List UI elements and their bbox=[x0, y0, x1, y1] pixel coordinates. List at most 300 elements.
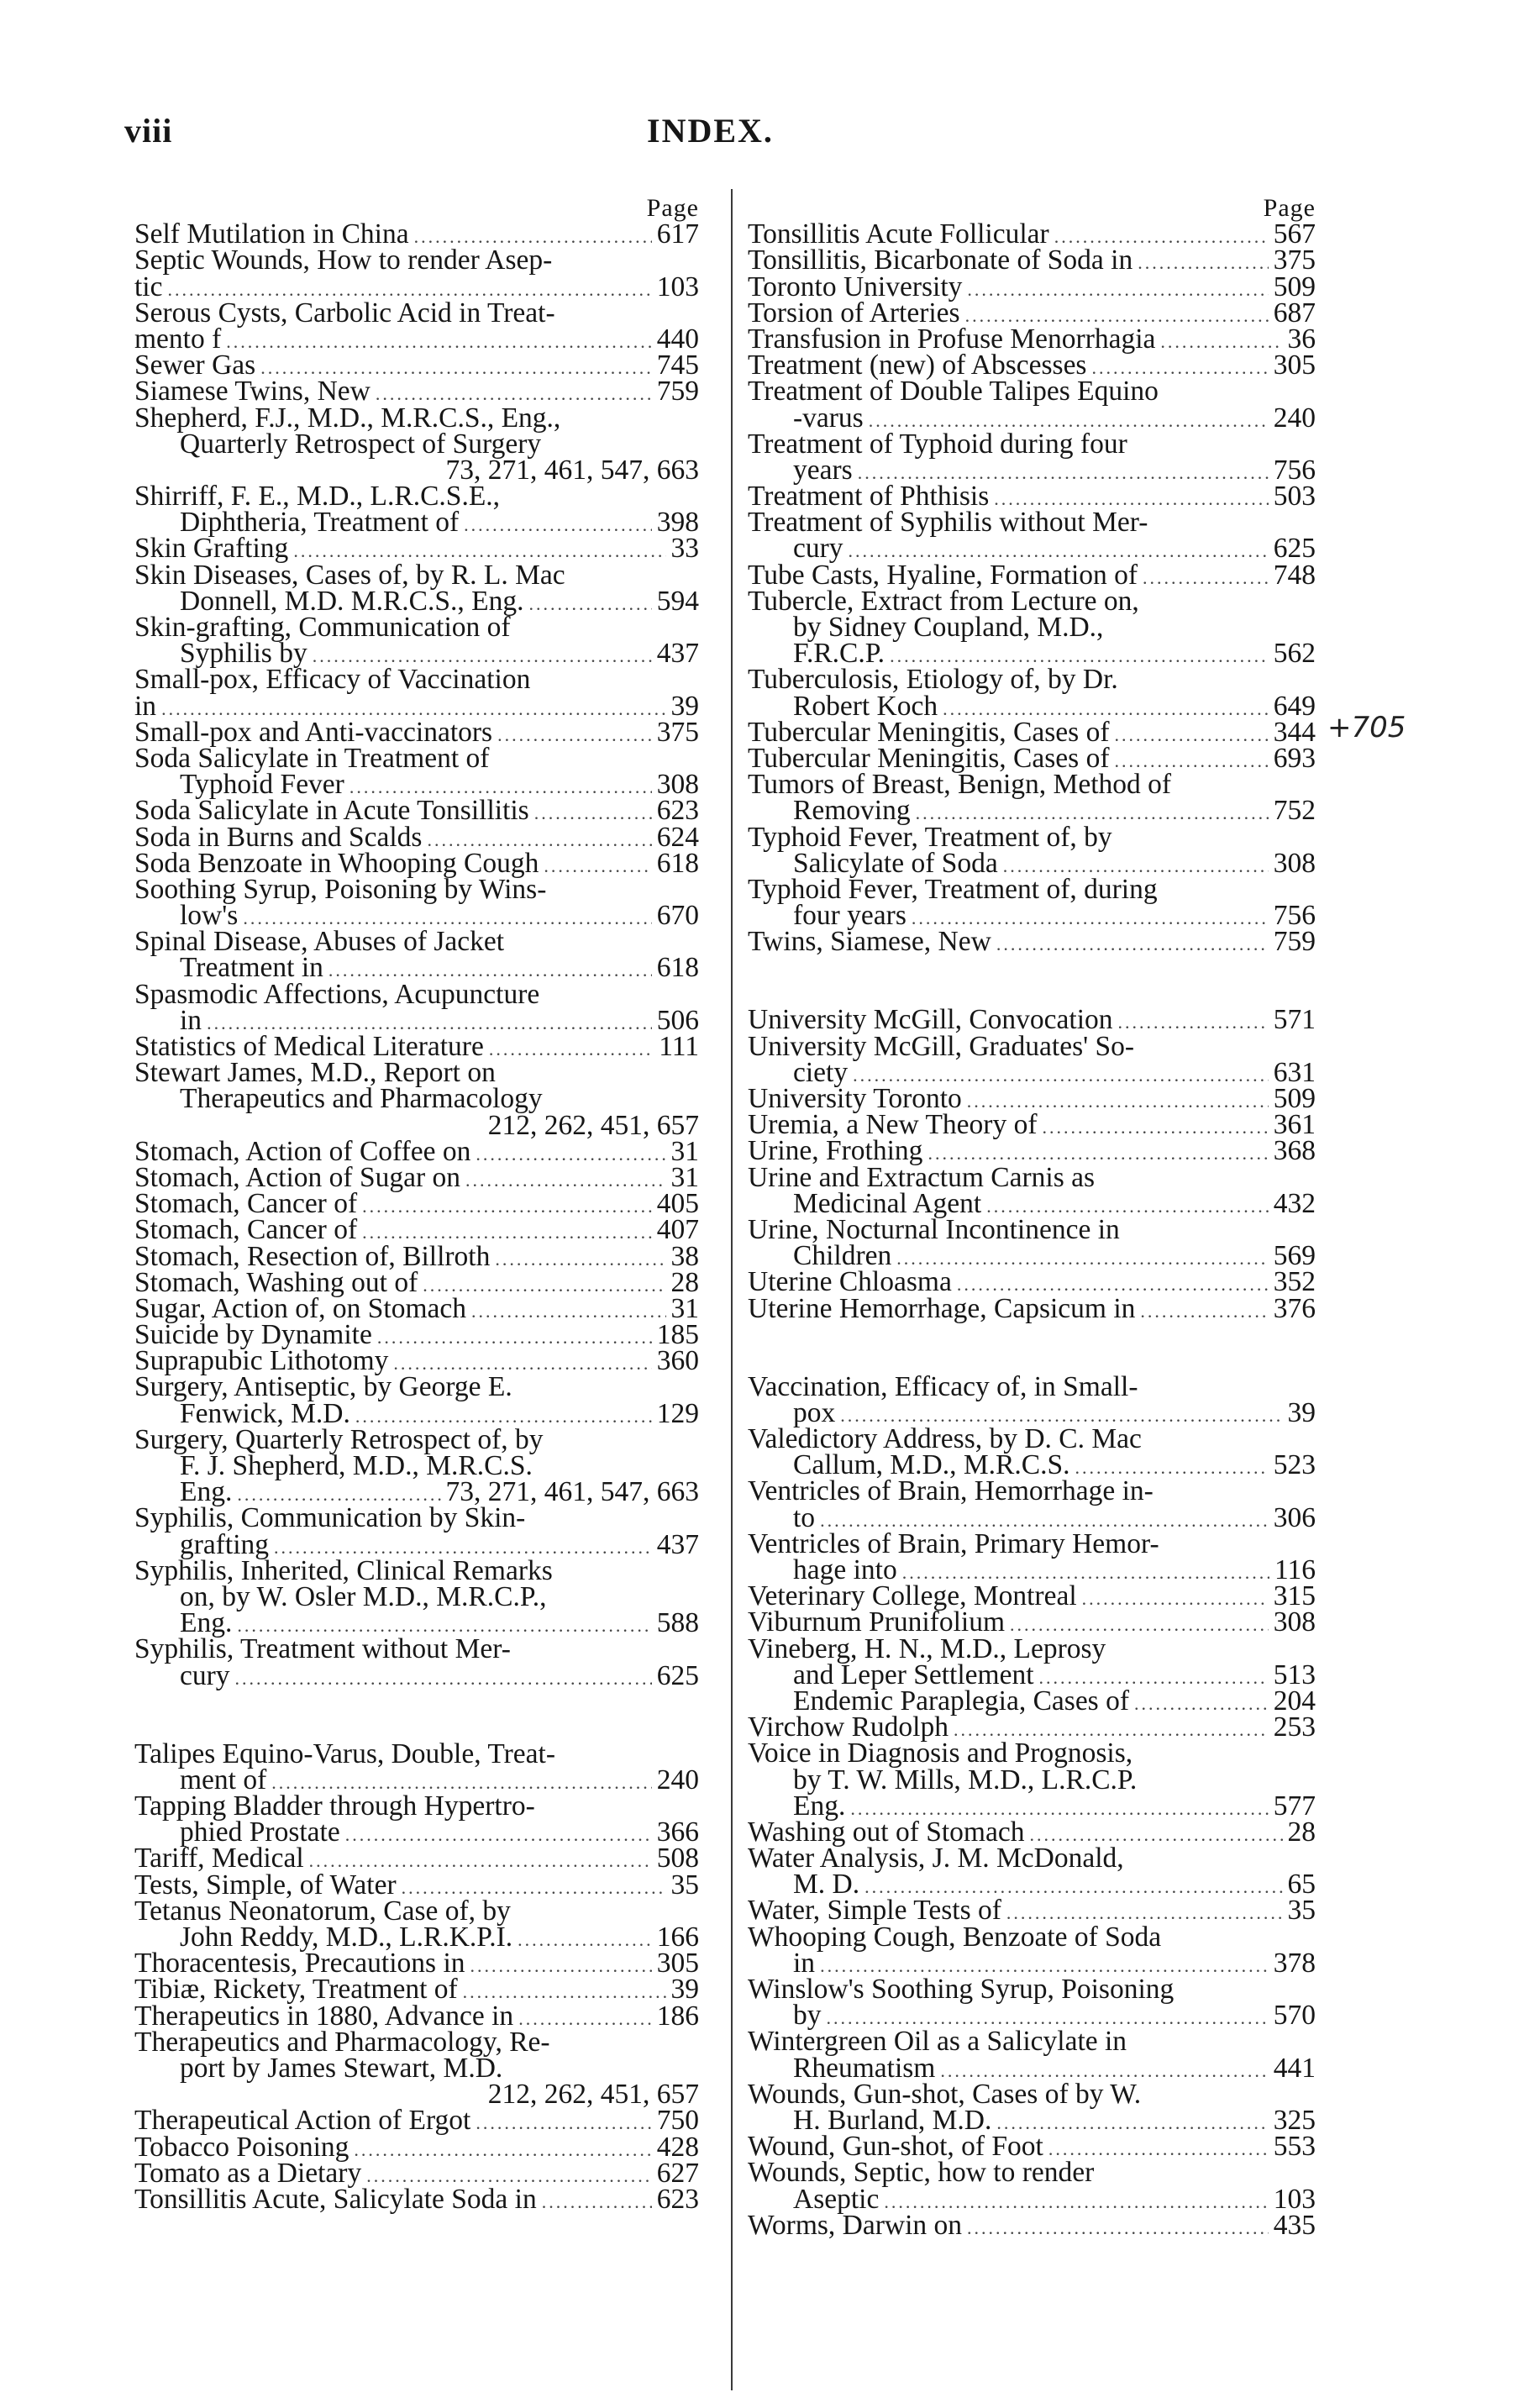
index-entry bbox=[748, 638, 1316, 670]
leader-dots bbox=[354, 2137, 651, 2163]
entry-page-ref: 687 bbox=[1273, 297, 1316, 329]
entry-page-ref: 567 bbox=[1273, 218, 1316, 250]
entry-text: Donnell, M.D. M.R.C.S., Eng. bbox=[180, 585, 524, 617]
entry-page-ref: 352 bbox=[1273, 1266, 1316, 1298]
entry-page-ref: 618 bbox=[656, 847, 699, 879]
entry-text: Tumors of Breast, Benign, Method of bbox=[748, 769, 1172, 801]
entry-page-ref: 366 bbox=[656, 1817, 699, 1848]
entry-text: Tibiæ, Rickety, Treatment of bbox=[134, 1974, 458, 2006]
entry-page-ref: 437 bbox=[656, 1528, 699, 1560]
index-entry bbox=[134, 244, 699, 276]
entry-page-ref: 513 bbox=[1273, 1659, 1316, 1690]
index-entry bbox=[748, 1764, 1316, 1795]
entry-text: Rheumatism bbox=[793, 2052, 936, 2084]
index-entry bbox=[134, 978, 699, 1010]
index-entry bbox=[748, 402, 1316, 434]
entry-page-ref: 617 bbox=[656, 218, 699, 250]
index-entry bbox=[748, 1632, 1316, 1664]
entry-page-ref: 649 bbox=[1273, 690, 1316, 722]
entry-text: years bbox=[793, 454, 853, 486]
entry-text: Uterine Chloasma bbox=[748, 1266, 952, 1298]
leader-dots bbox=[518, 1927, 652, 1953]
index-entry bbox=[134, 900, 699, 932]
index-entry bbox=[134, 559, 699, 591]
entry-page-ref: 405 bbox=[656, 1188, 699, 1220]
page-number: viii bbox=[124, 112, 173, 150]
index-entry bbox=[748, 1449, 1316, 1481]
index-entry bbox=[134, 742, 699, 774]
entry-text: Worms, Darwin on bbox=[748, 2209, 963, 2241]
leader-dots bbox=[476, 1141, 665, 1167]
entry-text: Surgery, Antiseptic, by George E. bbox=[134, 1371, 512, 1403]
entry-text: Talipes Equino-Varus, Double, Treat- bbox=[134, 1738, 556, 1769]
index-entry bbox=[134, 952, 699, 984]
entry-page-ref: 39 bbox=[670, 690, 699, 722]
index-entry bbox=[748, 585, 1316, 617]
entry-text: Uremia, a New Theory of bbox=[748, 1109, 1038, 1141]
entry-text: Wound, Gun-shot, of Foot bbox=[748, 2131, 1043, 2163]
index-entry bbox=[748, 1974, 1316, 2005]
entry-page-ref: 103 bbox=[1273, 2183, 1316, 2215]
index-entry bbox=[134, 533, 699, 565]
entry-page-ref: 631 bbox=[1273, 1056, 1316, 1088]
entry-text: four years bbox=[793, 900, 907, 932]
page-column-label: Page bbox=[646, 194, 699, 222]
entry-text: Siamese Twins, New bbox=[134, 376, 370, 407]
entry-page-ref: 240 bbox=[1273, 402, 1316, 434]
entry-text: tic bbox=[134, 271, 163, 302]
entry-text: Winslow's Soothing Syrup, Poisoning bbox=[748, 1974, 1175, 2005]
entry-text: F.R.C.P. bbox=[793, 638, 885, 670]
leader-dots bbox=[896, 1245, 1269, 1271]
index-entry bbox=[748, 1685, 1316, 1717]
entry-text: ment of bbox=[180, 1764, 267, 1795]
index-entry bbox=[748, 1475, 1316, 1507]
leader-dots bbox=[1118, 1009, 1269, 1035]
leader-dots bbox=[362, 1193, 652, 1219]
index-entry bbox=[134, 218, 699, 250]
index-entry bbox=[134, 926, 699, 958]
entry-text: Water, Simple Tests of bbox=[748, 1895, 1001, 1927]
index-entry bbox=[748, 769, 1316, 801]
entry-page-ref: 306 bbox=[1273, 1501, 1316, 1533]
entry-text: Tubercular Meningitis, Cases of bbox=[748, 742, 1110, 774]
index-entry bbox=[748, 2078, 1316, 2110]
entry-text: hage into bbox=[793, 1554, 897, 1585]
entry-text: Twins, Siamese, New bbox=[748, 926, 991, 958]
index-entry bbox=[748, 376, 1316, 407]
entry-text: Tobacco Poisoning bbox=[134, 2131, 349, 2163]
entry-page-ref: 577 bbox=[1273, 1790, 1316, 1822]
index-entry bbox=[134, 1869, 699, 1901]
entry-text: Syphilis by bbox=[180, 638, 307, 670]
entry-text: Medicinal Agent bbox=[793, 1187, 982, 1219]
entry-text: Tariff, Medical bbox=[134, 1843, 304, 1874]
index-entry bbox=[134, 1240, 699, 1272]
entry-page-ref: 569 bbox=[1273, 1240, 1316, 1272]
index-entry bbox=[748, 847, 1316, 879]
entry-page-ref: 562 bbox=[1273, 638, 1316, 670]
entry-page-ref: 623 bbox=[656, 2183, 699, 2215]
entry-page-ref: 39 bbox=[670, 1974, 699, 2006]
index-entry bbox=[748, 244, 1316, 276]
index-entry bbox=[748, 1292, 1316, 1324]
section-gap bbox=[748, 1322, 1316, 1374]
index-entry bbox=[748, 1004, 1316, 1036]
entry-text: H. Burland, M.D. bbox=[793, 2104, 992, 2136]
index-column-right bbox=[748, 194, 1316, 2241]
entry-page-ref: 31 bbox=[670, 1135, 699, 1167]
index-entry bbox=[748, 350, 1316, 381]
index-entry bbox=[748, 2000, 1316, 2032]
entry-page-ref: 308 bbox=[1273, 1606, 1316, 1638]
column-divider bbox=[731, 189, 733, 2390]
entry-text: Stomach, Action of Sugar on bbox=[134, 1161, 460, 1193]
entry-text: Salicylate of Soda bbox=[793, 847, 998, 879]
index-entry bbox=[134, 612, 699, 643]
leader-dots bbox=[465, 1167, 666, 1193]
entry-page-ref: 344 bbox=[1273, 716, 1316, 748]
entry-text: Treatment in bbox=[180, 952, 323, 984]
entry-text: Soda Salicylate in Treatment of bbox=[134, 742, 490, 774]
entry-page-ref: 623 bbox=[656, 795, 699, 827]
index-entry bbox=[748, 1240, 1316, 1272]
entry-text: Spinal Disease, Abuses of Jacket bbox=[134, 926, 505, 958]
entry-page-ref: 375 bbox=[656, 716, 699, 748]
entry-page-ref: 570 bbox=[1273, 2000, 1316, 2032]
leader-dots bbox=[967, 2215, 1269, 2241]
entry-text: Sugar, Action of, on Stomach bbox=[134, 1292, 467, 1324]
entry-text: Whooping Cough, Benzoate of Soda bbox=[748, 1921, 1162, 1953]
entry-text: Transfusion in Profuse Menorrhagia bbox=[748, 323, 1156, 355]
entry-text: Therapeutical Action of Ergot bbox=[134, 2105, 471, 2137]
index-column-left bbox=[134, 194, 699, 2215]
index-entry bbox=[134, 507, 699, 539]
entry-text: Treatment (new) of Abscesses bbox=[748, 350, 1087, 381]
index-entry bbox=[134, 271, 699, 302]
index-entry bbox=[748, 2209, 1316, 2241]
index-entry bbox=[134, 2105, 699, 2137]
entry-text: Stomach, Cancer of bbox=[134, 1214, 358, 1246]
index-entry bbox=[748, 428, 1316, 460]
entry-text: Children bbox=[793, 1240, 892, 1272]
index-entry bbox=[134, 1292, 699, 1324]
entry-text: Torsion of Arteries bbox=[748, 297, 960, 329]
entry-text: Typhoid Fever bbox=[180, 769, 344, 801]
index-entry bbox=[748, 481, 1316, 513]
entry-text: Soda Benzoate in Whooping Cough bbox=[134, 847, 539, 879]
index-entry bbox=[134, 1345, 699, 1377]
index-entry bbox=[134, 1214, 699, 1246]
index-entry bbox=[134, 1948, 699, 1980]
entry-page-ref: 625 bbox=[1273, 533, 1316, 565]
entry-text: Surgery, Quarterly Retrospect of, by bbox=[134, 1423, 544, 1455]
entry-text: Small-pox, Efficacy of Vaccination bbox=[134, 664, 531, 696]
entry-text: Skin Diseases, Cases of, by R. L. Mac bbox=[134, 559, 565, 591]
index-entry bbox=[748, 1501, 1316, 1533]
entry-page-ref: 129 bbox=[656, 1397, 699, 1429]
leader-dots bbox=[489, 1036, 654, 1062]
entry-text: Small-pox and Anti-vaccinators bbox=[134, 716, 493, 748]
index-entry bbox=[134, 795, 699, 827]
index-entry bbox=[748, 900, 1316, 932]
index-entry bbox=[134, 323, 699, 355]
index-entry bbox=[748, 323, 1316, 355]
entry-page-ref: 523 bbox=[1273, 1449, 1316, 1481]
entry-page-ref: 375 bbox=[1273, 244, 1316, 276]
leader-dots bbox=[377, 1324, 652, 1350]
section-gap bbox=[748, 954, 1316, 1007]
index-entry bbox=[748, 1030, 1316, 1062]
index-entry bbox=[134, 1738, 699, 1769]
index-entry bbox=[748, 2104, 1316, 2136]
index-entry bbox=[748, 297, 1316, 329]
index-entry bbox=[134, 1895, 699, 1927]
entry-page-ref: 212, 262, 451, 657 bbox=[487, 1109, 699, 1141]
entry-page-ref: 73, 271, 461, 547, 663 bbox=[445, 454, 699, 486]
index-entry bbox=[748, 1580, 1316, 1612]
entry-text: Vaccination, Efficacy of, in Small- bbox=[748, 1370, 1138, 1402]
entry-text: by bbox=[793, 2000, 822, 2032]
leader-dots bbox=[528, 591, 651, 617]
entry-page-ref: 748 bbox=[1273, 559, 1316, 591]
index-entry bbox=[748, 1895, 1316, 1927]
index-entry bbox=[748, 2131, 1316, 2163]
entry-text: Diphtheria, Treatment of bbox=[180, 507, 460, 539]
entry-page-ref: 186 bbox=[656, 2000, 699, 2032]
entry-text: Veterinary College, Montreal bbox=[748, 1580, 1077, 1612]
entry-text: Skin Grafting bbox=[134, 533, 289, 565]
entry-text: Treatment of Typhoid during four bbox=[748, 428, 1127, 460]
entry-page-ref: 428 bbox=[656, 2131, 699, 2163]
entry-text: Shepherd, F.J., M.D., M.R.C.S., Eng., bbox=[134, 402, 561, 434]
entry-page-ref: 28 bbox=[670, 1266, 699, 1298]
entry-text: Suicide by Dynamite bbox=[134, 1319, 372, 1351]
entry-text: Tonsillitis Acute, Salicylate Soda in bbox=[134, 2183, 537, 2215]
entry-text: Vineberg, H. N., M.D., Leprosy bbox=[748, 1632, 1106, 1664]
index-entry bbox=[134, 690, 699, 722]
entry-text: Wounds, Gun-shot, Cases of by W. bbox=[748, 2078, 1142, 2110]
index-entry bbox=[748, 2026, 1316, 2058]
entry-text: Suprapubic Lithotomy bbox=[134, 1345, 389, 1377]
entry-text: Tetanus Neonatorum, Case of, by bbox=[134, 1895, 511, 1927]
index-entry bbox=[748, 873, 1316, 905]
index-entry bbox=[748, 533, 1316, 565]
index-entry bbox=[134, 1083, 699, 1115]
entry-text: Callum, M.D., M.R.C.S. bbox=[793, 1449, 1070, 1481]
running-head: INDEX. bbox=[647, 112, 774, 150]
index-entry bbox=[748, 1947, 1316, 1979]
leader-dots bbox=[476, 2110, 651, 2136]
index-entry bbox=[748, 1554, 1316, 1585]
index-entry bbox=[748, 2183, 1316, 2215]
entry-text: Viburnum Prunifolium bbox=[748, 1606, 1005, 1638]
index-entry bbox=[134, 1922, 699, 1953]
entry-text: on, by W. Osler M.D., M.R.C.P., bbox=[180, 1580, 547, 1612]
entry-page-ref: 506 bbox=[656, 1004, 699, 1036]
index-entry bbox=[134, 1423, 699, 1455]
index-entry bbox=[748, 1790, 1316, 1822]
entry-page-ref: 553 bbox=[1273, 2131, 1316, 2163]
leader-dots bbox=[1143, 565, 1269, 591]
entry-text: cury bbox=[793, 533, 843, 565]
entry-page-ref: 745 bbox=[656, 350, 699, 381]
leader-dots bbox=[1043, 1114, 1269, 1140]
entry-text: Urine, Nocturnal Incontinence in bbox=[748, 1213, 1120, 1245]
entry-page-ref: 571 bbox=[1273, 1004, 1316, 1036]
index-entry bbox=[134, 1790, 699, 1822]
leader-dots bbox=[235, 1665, 652, 1691]
entry-text: Syphilis, Inherited, Clinical Remarks bbox=[134, 1554, 553, 1586]
entry-text: Washing out of Stomach bbox=[748, 1816, 1025, 1848]
entry-page-ref: 308 bbox=[656, 769, 699, 801]
entry-text: Therapeutics in 1880, Advance in bbox=[134, 2000, 514, 2032]
entry-page-ref: 185 bbox=[656, 1319, 699, 1351]
index-entry bbox=[134, 1580, 699, 1612]
entry-text: Aseptic bbox=[793, 2183, 880, 2215]
entry-page-ref: 38 bbox=[670, 1240, 699, 1272]
entry-text: in bbox=[134, 690, 157, 722]
entry-page-ref: 35 bbox=[670, 1869, 699, 1901]
entry-text: Self Mutilation in China bbox=[134, 218, 409, 250]
entry-text: Toronto University bbox=[748, 271, 963, 302]
entry-page-ref: 588 bbox=[656, 1607, 699, 1639]
entry-page-ref: 240 bbox=[656, 1764, 699, 1795]
entry-page-ref: 625 bbox=[656, 1659, 699, 1691]
index-entry bbox=[748, 1135, 1316, 1167]
entry-page-ref: 618 bbox=[656, 952, 699, 984]
entry-text: Syphilis, Treatment without Mer- bbox=[134, 1633, 511, 1665]
index-entry bbox=[134, 1554, 699, 1586]
index-entry bbox=[134, 2131, 699, 2163]
entry-text: Tonsillitis, Bicarbonate of Soda in bbox=[748, 244, 1133, 276]
index-entry bbox=[134, 1371, 699, 1403]
entry-text: Virchow Rudolph bbox=[748, 1711, 949, 1743]
index-entry bbox=[134, 1764, 699, 1795]
entry-page-ref: 750 bbox=[656, 2105, 699, 2137]
entry-text: Tubercular Meningitis, Cases of bbox=[748, 716, 1110, 748]
entry-text: Water Analysis, J. M. McDonald, bbox=[748, 1843, 1124, 1874]
entry-page-ref: 624 bbox=[656, 821, 699, 853]
index-entry bbox=[134, 1607, 699, 1639]
index-entry bbox=[134, 481, 699, 513]
page-column-label: Page bbox=[1263, 194, 1316, 222]
index-entry bbox=[134, 2052, 699, 2084]
index-entries-right bbox=[748, 218, 1316, 2241]
index-entry bbox=[748, 926, 1316, 958]
index-entry bbox=[748, 795, 1316, 827]
entry-page-ref: 253 bbox=[1273, 1711, 1316, 1743]
index-entry bbox=[134, 454, 699, 486]
index-entry bbox=[748, 1423, 1316, 1455]
index-entry bbox=[748, 1213, 1316, 1245]
entry-text: and Leper Settlement bbox=[793, 1659, 1034, 1690]
index-entry bbox=[134, 350, 699, 381]
entry-page-ref: 376 bbox=[1273, 1292, 1316, 1324]
entry-page-ref: 368 bbox=[1273, 1135, 1316, 1167]
index-entry bbox=[134, 1502, 699, 1534]
entry-text: Therapeutics and Pharmacology bbox=[180, 1083, 543, 1115]
entry-text: Eng. bbox=[180, 1607, 233, 1639]
entry-text: Stomach, Cancer of bbox=[134, 1188, 358, 1220]
entry-text: grafting bbox=[180, 1528, 270, 1560]
entry-page-ref: 508 bbox=[656, 1843, 699, 1874]
leader-dots bbox=[542, 2189, 652, 2215]
entry-page-ref: 756 bbox=[1273, 454, 1316, 486]
index-entry bbox=[134, 1161, 699, 1193]
index-entry bbox=[748, 742, 1316, 774]
entry-page-ref: 693 bbox=[1273, 742, 1316, 774]
index-entry bbox=[134, 1528, 699, 1560]
index-entry bbox=[748, 716, 1316, 748]
entry-text: Syphilis, Communication by Skin- bbox=[134, 1502, 526, 1534]
index-entry bbox=[134, 1659, 699, 1691]
entry-page-ref: 398 bbox=[656, 507, 699, 539]
entry-text: Tests, Simple, of Water bbox=[134, 1869, 397, 1901]
entry-page-ref: 752 bbox=[1273, 795, 1316, 827]
entry-text: Tomato as a Dietary bbox=[134, 2157, 362, 2189]
leader-dots bbox=[345, 1822, 652, 1848]
entry-text: Quarterly Retrospect of Surgery bbox=[180, 428, 542, 460]
index-entry bbox=[748, 1711, 1316, 1743]
index-entry bbox=[748, 1396, 1316, 1428]
leader-dots bbox=[470, 1953, 652, 1979]
index-entry bbox=[748, 1527, 1316, 1559]
index-entry bbox=[134, 297, 699, 329]
entry-page-ref: 65 bbox=[1287, 1869, 1316, 1901]
entry-page-ref: 509 bbox=[1273, 271, 1316, 302]
index-entry bbox=[134, 2157, 699, 2189]
index-entry bbox=[134, 2079, 699, 2111]
index-entry bbox=[748, 1659, 1316, 1690]
entry-page-ref: 378 bbox=[1273, 1947, 1316, 1979]
entry-text: by T. W. Mills, M.D., L.R.C.P. bbox=[793, 1764, 1138, 1795]
index-entry bbox=[134, 1057, 699, 1089]
section-gap bbox=[134, 1689, 699, 1741]
entry-text: Tonsillitis Acute Follicular bbox=[748, 218, 1049, 250]
entry-page-ref: 305 bbox=[1273, 350, 1316, 381]
entry-page-ref: 31 bbox=[670, 1161, 699, 1193]
entry-text: Eng. bbox=[793, 1790, 846, 1822]
index-entry bbox=[748, 507, 1316, 539]
index-entry bbox=[748, 1109, 1316, 1141]
leader-dots bbox=[1160, 329, 1282, 355]
leader-dots bbox=[1140, 1298, 1268, 1324]
entry-page-ref: 36 bbox=[1287, 323, 1316, 355]
index-entry bbox=[134, 638, 699, 670]
entry-text: Tubercle, Extract from Lecture on, bbox=[748, 585, 1139, 617]
leader-dots bbox=[464, 512, 652, 538]
index-entry bbox=[134, 821, 699, 853]
entry-text: Eng. bbox=[180, 1476, 233, 1508]
entry-text: in bbox=[180, 1004, 202, 1036]
handwritten-annotation: +705 bbox=[1327, 711, 1406, 744]
entry-page-ref: 325 bbox=[1273, 2104, 1316, 2136]
index-entry bbox=[748, 271, 1316, 302]
index-entry bbox=[748, 1161, 1316, 1193]
entry-text: Shirriff, F. E., M.D., L.R.C.S.E., bbox=[134, 481, 501, 513]
entry-text: in bbox=[793, 1947, 816, 1979]
entry-text: Sewer Gas bbox=[134, 350, 256, 381]
index-entry bbox=[748, 1869, 1316, 1901]
entry-text: University Toronto bbox=[748, 1083, 962, 1114]
entry-text: Therapeutics and Pharmacology, Re- bbox=[134, 2026, 550, 2058]
index-entry bbox=[134, 1633, 699, 1665]
index-entry bbox=[748, 821, 1316, 853]
entry-page-ref: 308 bbox=[1273, 847, 1316, 879]
index-entry bbox=[134, 1450, 699, 1481]
leader-dots bbox=[226, 329, 651, 355]
